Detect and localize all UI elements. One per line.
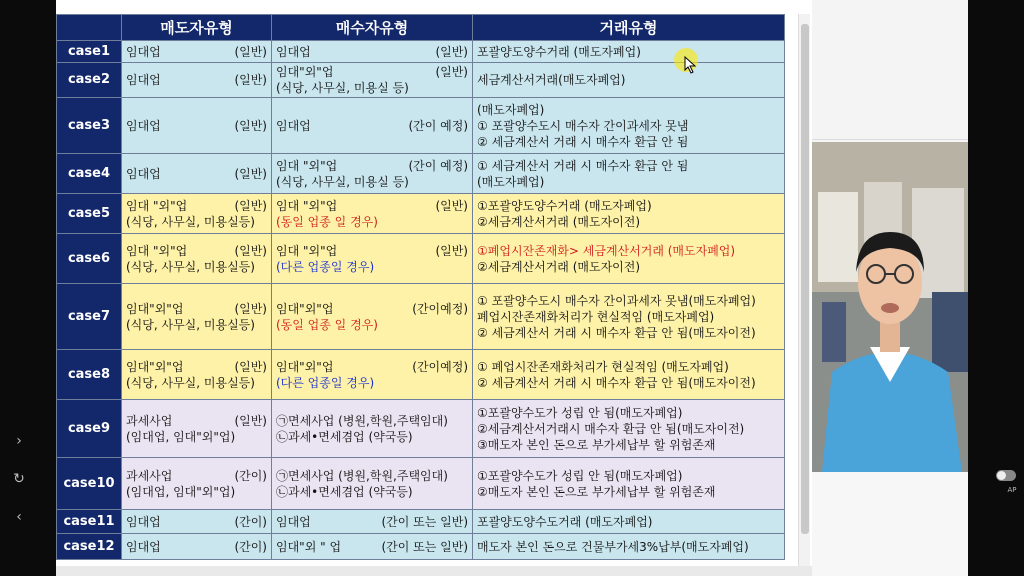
seller-line <box>126 514 267 530</box>
buyer-line <box>276 539 468 555</box>
buyer-line <box>276 484 468 500</box>
table-row <box>57 194 785 234</box>
header-buyer-type: 매수자유형 <box>272 15 473 41</box>
case-label: case12 <box>57 534 122 560</box>
buyer-cell <box>272 194 473 234</box>
buyer-line <box>276 413 468 429</box>
seller-cell <box>122 400 272 458</box>
scroll-thumb[interactable] <box>801 24 809 534</box>
buyer-cell <box>272 534 473 560</box>
table-row <box>57 98 785 154</box>
seller-cell <box>122 458 272 510</box>
buyer-text: 임대업 <box>276 44 311 59</box>
buyer-line <box>276 259 468 275</box>
buyer-text: 임대업 <box>276 118 311 133</box>
mouse-cursor-icon <box>684 56 698 74</box>
chevron-left-icon[interactable]: ‹ <box>16 509 22 525</box>
seller-tag: (간이) <box>234 468 267 483</box>
buyer-cell <box>272 284 473 350</box>
deal-line: ③매도자 본인 돈으로 부가세납부 할 위험존재 <box>477 437 716 452</box>
buyer-text: ㉡과세•면세겸업 (약국등) <box>276 484 413 499</box>
deal-line: ①포괄양도양수거래 (매도자폐업) <box>477 198 652 213</box>
seller-text: 과세사업 <box>126 468 173 483</box>
buyer-tag: (간이 또는 일반) <box>381 539 468 554</box>
slide-bottom-strip <box>56 566 812 576</box>
deal-cell <box>473 400 785 458</box>
seller-cell <box>122 41 272 63</box>
seller-text: 임대업 <box>126 539 161 554</box>
buyer-text: 임대"외"업 <box>276 359 334 374</box>
seller-line <box>126 118 267 134</box>
seller-line <box>126 539 267 555</box>
header-blank <box>57 15 122 41</box>
buyer-text: 임대업 <box>276 514 311 529</box>
right-panel-bottom <box>812 472 968 576</box>
buyer-cell <box>272 154 473 194</box>
table-row <box>57 234 785 284</box>
buyer-line <box>276 80 468 96</box>
buyer-line <box>276 359 468 375</box>
seller-text: 임대업 <box>126 166 161 181</box>
buyer-text: 임대"외"업 <box>276 65 334 79</box>
buyer-text: (다른 업종일 경우) <box>276 259 375 274</box>
seller-cell <box>122 510 272 534</box>
seller-cell <box>122 63 272 98</box>
table-row <box>57 284 785 350</box>
seller-text: 임대 "외"업 <box>126 243 188 258</box>
case-label: case1 <box>57 41 122 63</box>
deal-line: 포괄양도양수거래 (매도자폐업) <box>477 44 641 59</box>
case-label: case6 <box>57 234 122 284</box>
buyer-line <box>276 44 468 60</box>
deal-line: ① 폐업시잔존재화처리가 현실적임 (매도자폐업) <box>477 359 729 374</box>
deal-line: ②세금계산서거래 (매도자이전) <box>477 259 641 274</box>
seller-line <box>126 214 267 230</box>
buyer-tag: (일반) <box>435 243 468 258</box>
table-header-row <box>57 15 785 41</box>
seller-text: 임대업 <box>126 44 161 59</box>
header-seller-type: 매도자유형 <box>122 15 272 41</box>
slide <box>56 0 812 576</box>
buyer-tag: (간이예정) <box>412 359 468 374</box>
deal-line: ② 세금계산서 거래 시 매수자 환급 안 됨(매도자이전) <box>477 375 756 390</box>
buyer-tag: (일반) <box>435 65 468 79</box>
deal-line: (매도자폐업) <box>477 174 545 189</box>
buyer-line <box>276 514 468 530</box>
deal-line: 포괄양도양수도거래 (매도자폐업) <box>477 514 653 529</box>
case-label: case8 <box>57 350 122 400</box>
seller-tag: (일반) <box>234 359 267 374</box>
seller-line <box>126 375 267 391</box>
deal-line: (매도자폐업) <box>477 102 545 117</box>
buyer-line <box>276 468 468 484</box>
deal-cell <box>473 510 785 534</box>
buyer-tag: (간이예정) <box>412 301 468 316</box>
buyer-text: (식당, 사무실, 미용실 등) <box>276 81 409 95</box>
buyer-text: ㉠면세사업 (병원,학원,주택임대) <box>276 413 448 428</box>
seller-line <box>126 44 267 60</box>
case-label: case9 <box>57 400 122 458</box>
buyer-cell <box>272 510 473 534</box>
webcam-presenter <box>812 142 968 472</box>
deal-line: 폐업시잔존재화처리가 현실적임 (매도자폐업) <box>477 309 715 324</box>
case-label: case2 <box>57 63 122 98</box>
seller-cell <box>122 534 272 560</box>
buyer-text: ㉠면세사업 (병원,학원,주택임대) <box>276 468 448 483</box>
seller-cell <box>122 350 272 400</box>
seller-tag: (일반) <box>234 118 267 133</box>
chevron-right-icon[interactable]: › <box>16 433 22 449</box>
seller-line <box>126 468 267 484</box>
seller-tag: (일반) <box>234 44 267 59</box>
buyer-line <box>276 198 468 214</box>
seller-tag: (간이) <box>234 539 267 554</box>
header-deal-type: 거래유형 <box>473 15 785 41</box>
case-label: case11 <box>57 510 122 534</box>
seller-line <box>126 317 267 333</box>
seller-text: (식당, 사무실, 미용실등) <box>126 259 255 274</box>
seller-text: 과세사업 <box>126 413 173 428</box>
seller-line <box>126 301 267 317</box>
seller-text: 임대업 <box>126 514 161 529</box>
slide-top-band <box>56 0 812 14</box>
transaction-table <box>56 14 785 560</box>
deal-line: ② 세금계산서 거래 시 매수자 환급 안 됨 <box>477 134 689 149</box>
buyer-line <box>276 301 468 317</box>
deal-line: ② 세금계산서 거래 시 매수자 환급 안 됨(매도자이전) <box>477 325 756 340</box>
buyer-line <box>276 214 468 230</box>
case-label: case4 <box>57 154 122 194</box>
buyer-line <box>276 243 468 259</box>
deal-line: 매도자 본인 돈으로 건물부가세3%납부(매도자폐업) <box>477 539 749 554</box>
buyer-text: 임대"외"업 <box>276 301 334 316</box>
buyer-line <box>276 375 468 391</box>
buyer-tag: (일반) <box>435 198 468 213</box>
ap-toggle[interactable] <box>996 470 1016 481</box>
table-row <box>57 400 785 458</box>
seller-line <box>126 72 267 88</box>
deal-cell <box>473 234 785 284</box>
seller-text: (식당, 사무실, 미용실등) <box>126 214 255 229</box>
deal-cell <box>473 284 785 350</box>
buyer-line <box>276 317 468 333</box>
case-label: case5 <box>57 194 122 234</box>
case-label: case7 <box>57 284 122 350</box>
seller-text: 임대업 <box>126 118 161 133</box>
deal-cell <box>473 98 785 154</box>
buyer-text: (동일 업종 일 경우) <box>276 214 378 229</box>
seller-tag: (일반) <box>234 73 267 87</box>
seller-line <box>126 243 267 259</box>
deal-cell <box>473 41 785 63</box>
right-panel-blank <box>812 0 968 140</box>
refresh-icon[interactable]: ↻ <box>13 471 25 487</box>
seller-line <box>126 259 267 275</box>
seller-text: 임대"외"업 <box>126 359 184 374</box>
deal-cell <box>473 154 785 194</box>
table-row <box>57 154 785 194</box>
ap-label: AP <box>1007 486 1017 494</box>
seller-tag: (일반) <box>234 413 267 428</box>
table-row <box>57 534 785 560</box>
deal-line: ①포괄양수도가 성립 안 됨(매도자폐업) <box>477 468 683 483</box>
buyer-line <box>276 429 468 445</box>
buyer-text: 임대 "외"업 <box>276 158 338 173</box>
seller-cell <box>122 194 272 234</box>
seller-line <box>126 166 267 182</box>
seller-tag: (일반) <box>234 301 267 316</box>
buyer-tag: (일반) <box>435 44 468 59</box>
deal-line: ① 세금계산서 거래 시 매수자 환급 안 됨 <box>477 158 689 173</box>
buyer-tag: (간이 또는 일반) <box>381 514 468 529</box>
seller-tag: (간이) <box>234 514 267 529</box>
table-row <box>57 350 785 400</box>
deal-line: ②매도자 본인 돈으로 부가세납부 할 위험존재 <box>477 484 716 499</box>
buyer-tag: (간이 예정) <box>408 118 468 133</box>
deal-line: ②세금계산서거래시 매수자 환급 안 됨(매도자이전) <box>477 421 745 436</box>
buyer-tag: (간이 예정) <box>408 158 468 173</box>
deal-line: 세금계산서거래(매도자폐업) <box>477 73 626 87</box>
buyer-text: 임대 "외"업 <box>276 243 338 258</box>
deal-cell <box>473 63 785 98</box>
table-row <box>57 458 785 510</box>
left-control-strip <box>0 0 56 576</box>
buyer-line <box>276 158 468 174</box>
seller-text: 임대업 <box>126 73 161 87</box>
seller-cell <box>122 234 272 284</box>
buyer-cell <box>272 63 473 98</box>
buyer-cell <box>272 458 473 510</box>
seller-text: (식당, 사무실, 미용실등) <box>126 317 255 332</box>
seller-text: (임대업, 임대"외"업) <box>126 429 236 444</box>
right-control-strip <box>968 0 1024 576</box>
table-row <box>57 63 785 98</box>
seller-text: (임대업, 임대"외"업) <box>126 484 236 499</box>
buyer-line <box>276 64 468 80</box>
seller-text: (식당, 사무실, 미용실등) <box>126 375 255 390</box>
seller-cell <box>122 284 272 350</box>
seller-line <box>126 484 267 500</box>
seller-text: 임대 "외"업 <box>126 198 188 213</box>
slide-scrollbar[interactable] <box>798 14 810 574</box>
deal-line: ①포괄양수도가 성립 안 됨(매도자폐업) <box>477 405 683 420</box>
seller-cell <box>122 98 272 154</box>
seller-tag: (일반) <box>234 198 267 213</box>
case-label: case3 <box>57 98 122 154</box>
buyer-cell <box>272 98 473 154</box>
deal-line: ① 포괄양수도시 매수자 간이과세자 못냄(매도자폐업) <box>477 293 756 308</box>
buyer-text: 임대 "외"업 <box>276 198 338 213</box>
seller-line <box>126 359 267 375</box>
seller-tag: (일반) <box>234 166 267 181</box>
seller-tag: (일반) <box>234 243 267 258</box>
seller-text: 임대"외"업 <box>126 301 184 316</box>
deal-line: ① 포괄양수도시 매수자 간이과세자 못냄 <box>477 118 689 133</box>
buyer-text: 임대"외 " 업 <box>276 539 342 554</box>
case-label: case10 <box>57 458 122 510</box>
buyer-text: (동일 업종 일 경우) <box>276 317 378 332</box>
buyer-line <box>276 118 468 134</box>
deal-cell <box>473 194 785 234</box>
buyer-cell <box>272 234 473 284</box>
deal-cell <box>473 534 785 560</box>
buyer-cell <box>272 350 473 400</box>
deal-cell <box>473 350 785 400</box>
deal-line: ②세금계산서거래 (매도자이전) <box>477 214 641 229</box>
buyer-line <box>276 174 468 190</box>
seller-line <box>126 198 267 214</box>
seller-line <box>126 413 267 429</box>
deal-line: ①폐업시잔존재화> 세금계산서거래 (매도자폐업) <box>477 243 736 258</box>
buyer-text: ㉡과세•면세겸업 (약국등) <box>276 429 413 444</box>
buyer-text: (다른 업종일 경우) <box>276 375 375 390</box>
right-panel <box>812 0 968 576</box>
seller-line <box>126 429 267 445</box>
seller-cell <box>122 154 272 194</box>
buyer-cell <box>272 41 473 63</box>
buyer-text: (식당, 사무실, 미용실 등) <box>276 174 409 189</box>
table-row <box>57 510 785 534</box>
deal-cell <box>473 458 785 510</box>
buyer-cell <box>272 400 473 458</box>
